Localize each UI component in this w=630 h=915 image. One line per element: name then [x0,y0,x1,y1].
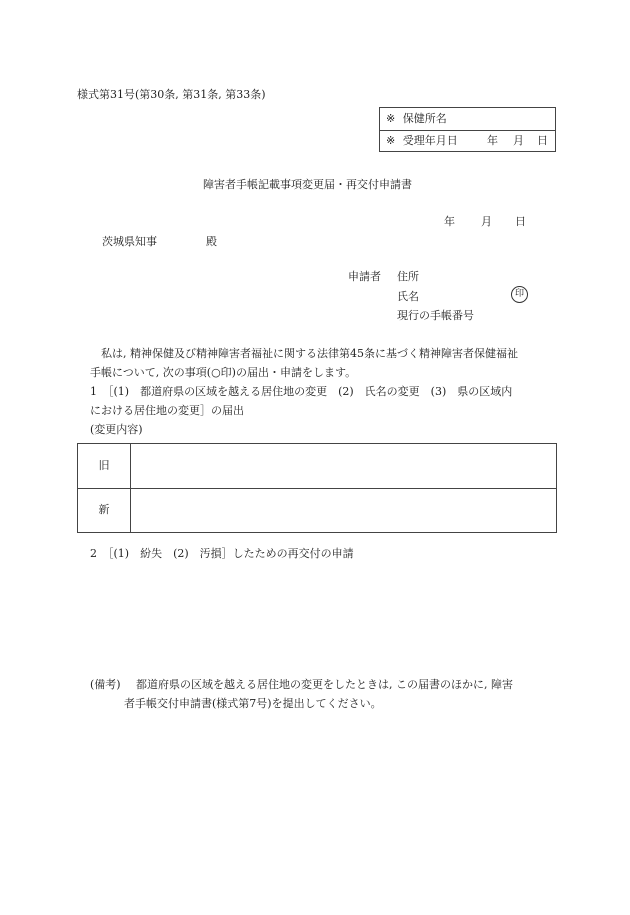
name-label: 氏名 [397,290,419,303]
change-row-old [78,444,556,489]
addressee-name: 茨城県知事 [102,235,157,248]
reference-mark: ※ [386,134,396,147]
date-day-label: 日 [515,215,526,228]
health-center-label: 保健所名 [402,112,447,125]
change-details-table [77,443,557,533]
item-2: 2 ［(1) 紛失 (2) 汚損］したための再交付の申請 [90,547,354,560]
form-title: 障害者手帳記載事項変更届・再交付申請書 [203,178,412,191]
office-row-health-center [380,108,555,131]
address-label: 住所 [397,270,419,283]
receipt-month-label: 月 [513,134,524,147]
old-label: 旧 [78,444,131,488]
applicant-label: 申請者 [348,270,381,283]
new-label: 新 [78,488,131,532]
card-number-label: 現行の手帳番号 [397,309,474,322]
office-use-box [379,107,556,152]
change-details-heading: (変更内容) [90,423,143,436]
remarks-label: (備考) [90,678,121,691]
addressee-honorific: 殿 [206,235,217,248]
remarks-line-2: 者手帳交付申請書(様式第7号)を提出してください。 [124,697,382,710]
item-1-line-1: 1 ［(1) 都道府県の区域を越える居住地の変更 (2) 氏名の変更 (3) 県の区域内 [90,385,513,398]
receipt-date-label: 受理年月日 [402,134,458,147]
receipt-year-label: 年 [487,134,498,147]
item-1-line-2: における居住地の変更］の届出 [90,404,244,417]
date-month-label: 月 [481,215,492,228]
remarks-line-1: 都道府県の区域を越える居住地の変更をしたときは, この届書のほかに, 障害 [136,678,513,691]
reference-mark: ※ [386,112,396,125]
statement-line-1: 私は, 精神保健及び精神障害者福祉に関する法律第45条に基づく精神障害者保健福祉 [101,347,518,360]
change-row-new [78,488,556,532]
statement-line-2: 手帳について, 次の事項(○印)の届出・申請をします。 [90,366,357,379]
form-number: 様式第31号(第30条, 第31条, 第33条) [77,88,266,101]
receipt-day-label: 日 [537,134,548,147]
office-row-receipt-date [380,130,555,152]
date-year-label: 年 [444,215,455,228]
seal-mark: 印 [511,286,528,303]
